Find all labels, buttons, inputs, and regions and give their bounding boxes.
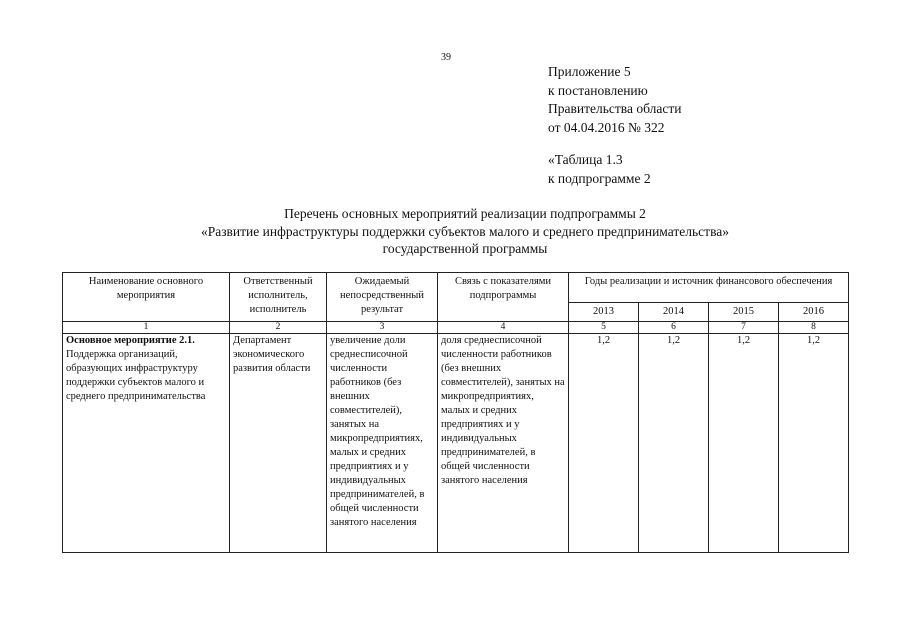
table-row — [63, 334, 849, 553]
column-number: 3 — [327, 322, 438, 334]
header-years-funding: Годы реализации и источник финансового обеспечения — [569, 273, 849, 303]
table-ref-line: к подпрограмме 2 — [548, 170, 651, 186]
year-cell: 2015 — [709, 303, 779, 322]
column-number-row — [63, 322, 849, 334]
header-activity-name: Наименование основного мероприятия — [63, 273, 230, 322]
indicator-cell: доля среднесписочной численности работников (без внешних совместителей), занятых на микропредприятиях, малых и средних предприятиях и у индивидуальных предпринимателей, в общей численности занятого населения — [438, 334, 569, 553]
document-title — [150, 205, 780, 258]
activity-description: Поддержка организаций, образующих инфраструктуру поддержки субъектов малого и среднего предпринимательства — [66, 349, 206, 402]
column-number: 4 — [438, 322, 569, 334]
appendix-line: Правительства области — [548, 101, 682, 116]
funding-value-cell: 1,2 — [779, 334, 849, 553]
column-number: 2 — [230, 322, 327, 334]
column-number: 8 — [779, 322, 849, 334]
column-number: 1 — [63, 322, 230, 334]
header-expected-result: Ожидаемый непосредственный результат — [327, 273, 438, 322]
column-number: 5 — [569, 322, 639, 334]
header-indicator-link: Связь с показателями подпрограммы — [438, 273, 569, 322]
year-cell: 2016 — [779, 303, 849, 322]
activities-table — [62, 272, 849, 553]
appendix-line: от 04.04.2016 № 322 — [548, 119, 665, 135]
appendix-line: к постановлению — [548, 82, 648, 98]
title-line: государственной программы — [382, 241, 548, 256]
funding-value-cell: 1,2 — [709, 334, 779, 553]
funding-value-cell: 1,2 — [639, 334, 709, 553]
column-number: 7 — [709, 322, 779, 334]
funding-value-cell: 1,2 — [569, 334, 639, 553]
title-line: Перечень основных мероприятий реализации подпрограммы 2 — [284, 206, 646, 221]
header-executor: Ответственный исполнитель, исполнитель — [230, 273, 327, 322]
page-number: 39 — [441, 52, 451, 63]
activity-name-cell — [63, 334, 230, 553]
header-row — [63, 273, 849, 303]
appendix-line: Приложение 5 — [548, 64, 631, 79]
table-reference — [548, 151, 651, 188]
title-line: «Развитие инфраструктуры поддержки субъектов малого и среднего предпринимательства» — [200, 223, 730, 239]
appendix-block — [548, 63, 681, 137]
year-cell: 2013 — [569, 303, 639, 322]
expected-result-cell: увеличение доли среднесписочной численности работников (без внешних совместителей), занятых на микропредприятиях, малых и средних предприятиях и у индивидуальных предпринимателей, в общей численности занятого населения — [327, 334, 438, 553]
year-cell: 2014 — [639, 303, 709, 322]
column-number: 6 — [639, 322, 709, 334]
table-ref-line: «Таблица 1.3 — [548, 152, 623, 167]
activity-title: Основное мероприятие 2.1. — [66, 335, 195, 346]
executor-cell: Департамент экономического развития области — [230, 334, 327, 553]
